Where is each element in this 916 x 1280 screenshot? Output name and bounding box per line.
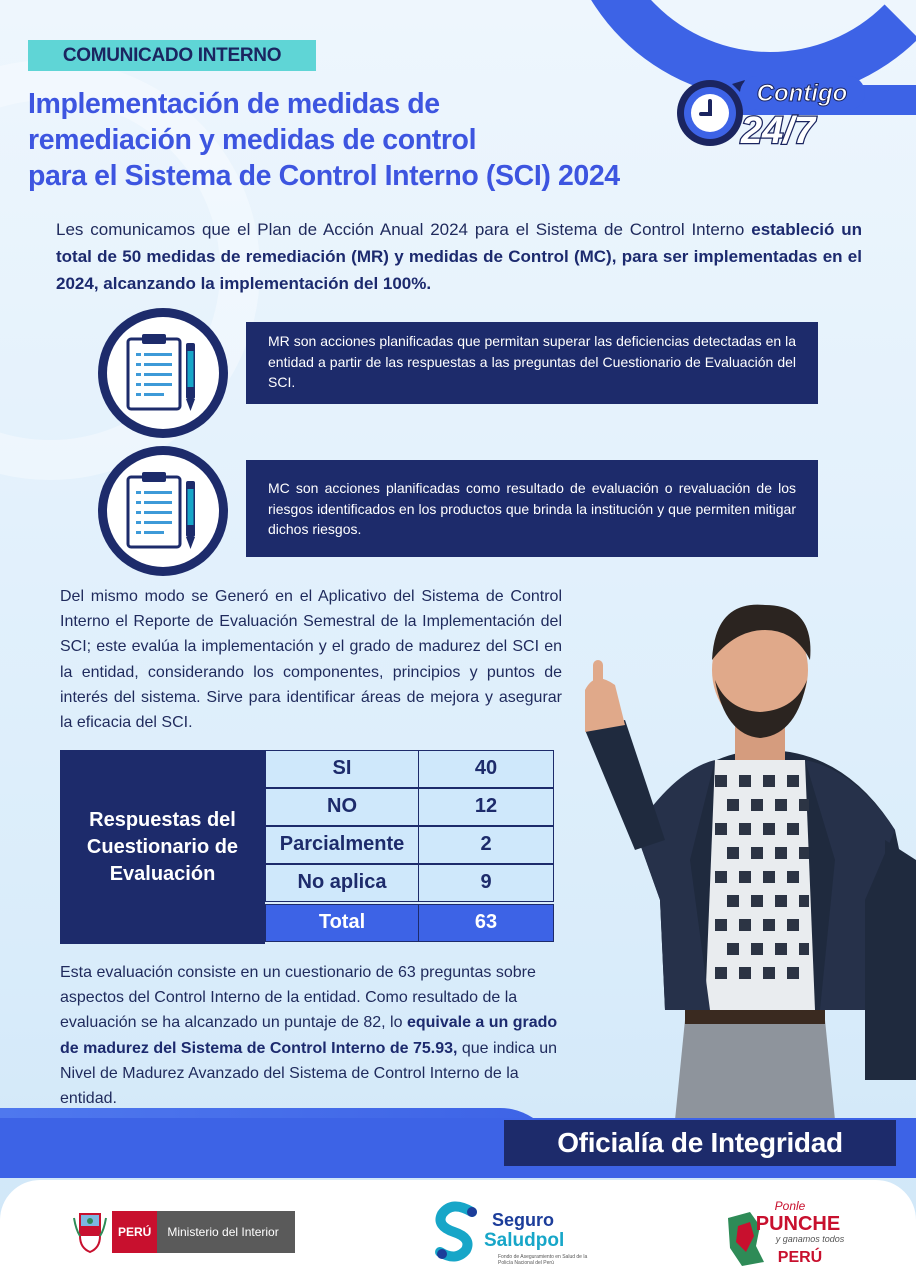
saludpol-text-3: Fondo de Aseguramiento en Salud de la Policía Nacional del Perú	[498, 1254, 588, 1266]
eval-bold: equivale a un grado de madurez del Sistema de Control Interno de 75.93,	[60, 1014, 558, 1057]
saludpol-text-2: Saludpol	[484, 1230, 565, 1251]
logo-text-bottom: 24/7	[741, 110, 815, 152]
title-line-1: Implementación de medidas de	[28, 88, 440, 120]
logo-text-top: Contigo	[756, 80, 848, 107]
total-label: Total	[265, 904, 419, 942]
intro-bold: estableció un total de 50 medidas de remediación (MR) y medidas de Control (MC), para ser implementadas en el 2024, alcanzando la implementación del 100%.	[56, 220, 862, 293]
punche-text-2: PUNCHE	[755, 1213, 841, 1235]
eval-plain-2: que indica un Nivel de Madurez Avanzado del Sistema de Control Interno de la entidad.	[60, 1039, 558, 1108]
table-row	[265, 864, 554, 902]
row-value: 12	[419, 788, 554, 826]
clipboard-icon	[124, 331, 202, 415]
oficialia-banner: Oficialía de Integridad	[504, 1120, 896, 1166]
ponle-punche-logo	[720, 1196, 855, 1272]
page-title	[28, 86, 698, 194]
peru-label: PERÚ	[112, 1211, 157, 1253]
total-value: 63	[419, 904, 554, 942]
man-pointing-illustration	[565, 600, 916, 1120]
row-value: 40	[419, 750, 554, 788]
table-row	[265, 750, 554, 788]
saludpol-text-1: Seguro	[492, 1210, 555, 1230]
contigo-247-logo	[670, 68, 870, 163]
row-value: 9	[419, 864, 554, 902]
report-paragraph: Del mismo modo se Generó en el Aplicativo del Sistema de Control Interno el Reporte de Evaluación Semestral de la Implementación del SCI; este evalúa la implementación y el grado de madurez del SCI en la entidad, considerando los componentes, principios y puntos de interés del sistema. Sirve para identificar áreas de mejora y asegurar la eficacia del SCI.	[60, 588, 562, 732]
title-line-2: remediación y medidas de control	[28, 124, 477, 156]
saludpol-logo	[432, 1200, 592, 1266]
peru-shield-icon	[72, 1210, 108, 1254]
table-row	[265, 826, 554, 864]
title-line-3: para el Sistema de Control Interno (SCI) 2024	[28, 160, 620, 192]
punche-text-3: y ganamos todos	[775, 1234, 845, 1244]
intro-plain: Les comunicamos que el Plan de Acción Anual 2024 para el Sistema de Control Interno	[56, 220, 752, 239]
mc-clipboard-circle	[98, 446, 228, 576]
table-row	[265, 788, 554, 826]
comunicado-tag: COMUNICADO INTERNO	[28, 40, 316, 71]
row-value: 2	[419, 826, 554, 864]
row-label: NO	[265, 788, 419, 826]
mc-definition-box: MC son acciones planificadas como resultado de evaluación o revaluación de los riesgos identificados en los productos que brinda la institución y que permiten mitigar dichos riesgos.	[246, 460, 818, 557]
row-label: No aplica	[265, 864, 419, 902]
eval-plain-1: Esta evaluación consiste en un cuestionario de 63 preguntas sobre aspectos del Control Interno de la entidad. Como resultado de la evaluación se ha alcanzado un puntaje de 82, lo	[60, 964, 536, 1032]
row-label: SI	[265, 750, 419, 788]
evaluation-paragraph	[60, 960, 562, 1111]
punche-text-1: Ponle	[774, 1199, 806, 1213]
mr-clipboard-circle	[98, 308, 228, 438]
ministerio-logo	[72, 1210, 295, 1254]
table-total-row	[265, 904, 554, 942]
clipboard-icon	[124, 469, 202, 553]
mr-definition-box: MR son acciones planificadas que permitan superar las deficiencias detectadas en la entidad a partir de las respuestas a las preguntas del Cuestionario de Evaluación del SCI.	[246, 322, 818, 404]
punche-text-4: PERÚ	[777, 1249, 823, 1266]
intro-paragraph	[56, 216, 862, 297]
row-label: Parcialmente	[265, 826, 419, 864]
ministerio-label: Ministerio del Interior	[157, 1211, 295, 1253]
saludpol-s-icon	[432, 1200, 484, 1266]
table-label: Respuestas del Cuestionario de Evaluación	[60, 750, 265, 944]
